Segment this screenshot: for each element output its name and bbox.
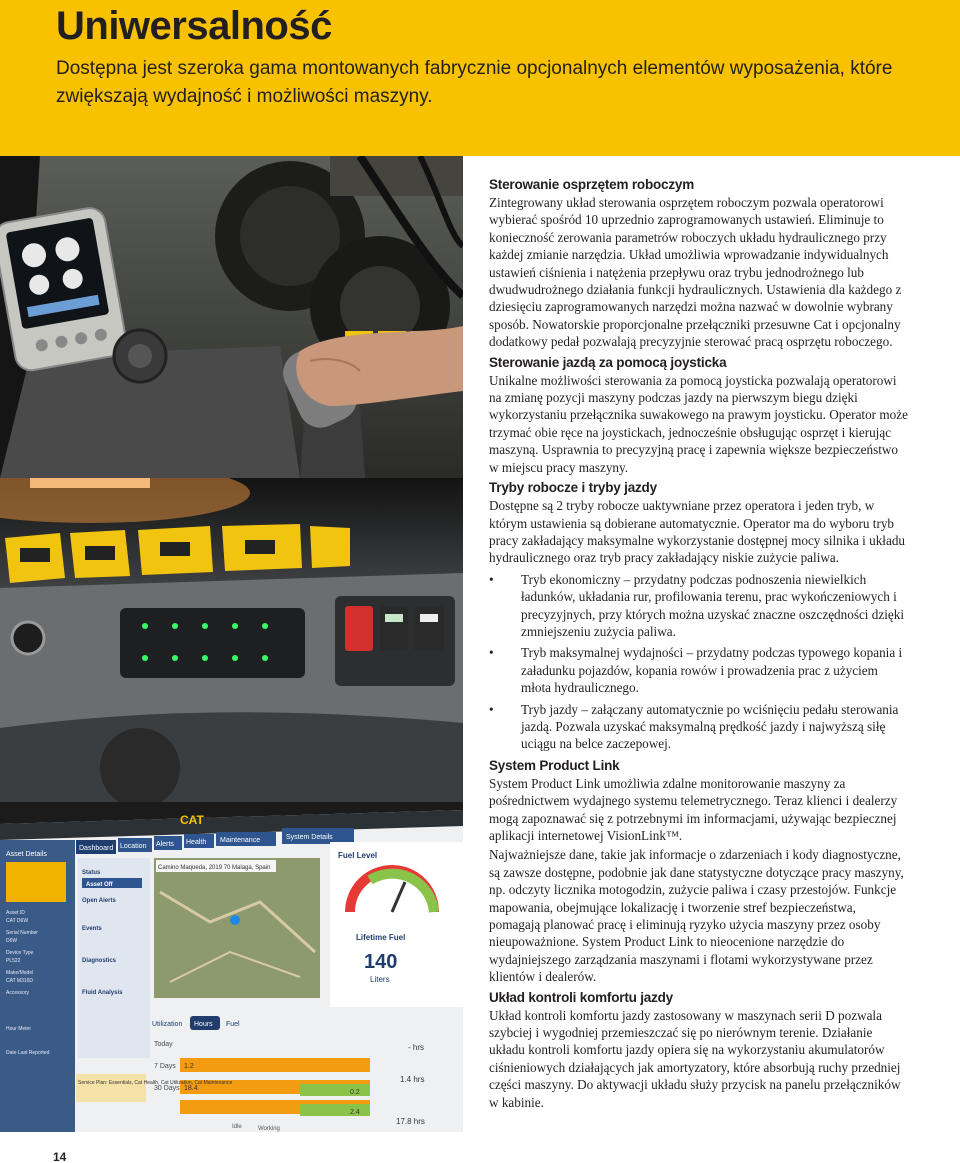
sidebar-label: Device Type [6, 950, 34, 956]
status-heading: Status [82, 870, 101, 876]
section-paragraph: Dostępne są 2 tryby robocze uaktywniane przez operatora i jeden tryb, w którym ustawienia są dobierane automatycznie. Operator ma do wyboru tryb pracy zakładający maksymalne wykorzystanie dostępnej mocy silnika i układu hydraulicznego oraz tryb pracy zakładający niskie zużycie paliwa. [489, 498, 906, 566]
bar-value: 18.4 [184, 1085, 198, 1092]
section-work-modes [489, 479, 909, 753]
lifetime-fuel-unit: Liters [370, 975, 390, 984]
section-heading: Tryby robocze i tryby jazdy [489, 480, 657, 496]
events-heading: Events [82, 926, 102, 932]
tab-location: Location [120, 843, 147, 850]
photo-column [0, 156, 463, 1132]
photo-switch-panel [0, 478, 463, 802]
bar-row-label: 30 Days [154, 1085, 180, 1092]
page-title: Uniwersalność [56, 4, 332, 48]
hrs-label: - hrs [408, 1043, 424, 1052]
bullet-icon: • [489, 701, 494, 717]
sidebar-label: CAT D6W [6, 918, 29, 924]
sidebar-label: Make/Model [6, 970, 34, 976]
bar-value: 0.2 [350, 1089, 360, 1096]
section-paragraph: Unikalne możliwości sterowania za pomocą joysticka pozwalają operatorowi na zmianę pozycji maszyny podczas jazdy na pierwszym biegu dzięki wykorzystaniu przełącznika suwakowego na prawym joysticku. Operator może trzymać obie ręce na joystickach, jednocześnie obsługując osprzęt i kierując maszyną. Usprawnia to precyzyjną pracę i zapewnia większe bezpieczeństwo w miejscu pracy maszyny. [489, 372, 908, 475]
sidebar-label: Asset ID [6, 910, 25, 916]
sidebar-label: D6W [6, 938, 18, 944]
fuel-button: Fuel [226, 1021, 240, 1028]
list-item-text: Tryb ekonomiczny – przydatny podczas podnoszenia niewielkich ładunków, układania rur, profilowania terenu, prac wykończeniowych i precyzyjnych, przy których można uzyskać znaczne oszczędności dzięki zmniejszeniu zużycia paliwa. [521, 571, 904, 639]
body-text-column [489, 176, 909, 1114]
mode-list [489, 571, 909, 753]
photo-product-link-screen [0, 802, 463, 1132]
section-paragraph: Najważniejsze dane, takie jak informacje o zdarzeniach i kody diagnostyczne, są zawsze dostępne, podobnie jak dane statystyczne dotyczące pracy maszyny, np. odczyty licznika motogodzin, zużycie paliwa i czasy przestojów. Funkcje mapowania, obejmujące lokalizację i tworzenie stref bezpieczeństwa, pomagają planować pracę i eliminują ryzyko użycia maszyny przez osoby nieupoważnione. System Product Link to nieocenione narzędzie do wydajniejszego zarządzania maszynami i flotami wykorzystywane przez klientów i dealerów. [489, 847, 904, 985]
tab-alerts: Alerts [156, 841, 174, 848]
list-item [489, 571, 909, 641]
hrs-label: 1.4 hrs [400, 1075, 425, 1084]
bullet-icon: • [489, 645, 494, 661]
panel-title: Asset Details [6, 851, 47, 858]
section-product-link [489, 757, 909, 986]
service-plan: Service Plan: Essentials, Cat Health, Cat Utilization, Cat Maintenance [78, 1080, 233, 1086]
bar-row-label: Today [154, 1041, 173, 1048]
tab-dashboard: Dashboard [79, 845, 114, 852]
fluid-analysis-heading: Fluid Analysis [82, 990, 123, 996]
page-subtitle: Dostępna jest szeroka gama montowanych fabrycznie opcjonalnych elementów wyposażenia, które zwiększają wydajność i możliwości maszyny. [56, 58, 893, 107]
hrs-label: 17.8 hrs [396, 1117, 425, 1126]
sidebar-label: Date Last Reported [6, 1050, 50, 1056]
section-ride-control [489, 989, 909, 1111]
section-paragraph: System Product Link umożliwia zdalne monitorowanie maszyny za pośrednictwem wydajnego systemu telemetrycznego. Teraz klienci i dealerzy mogą zapoznawać się z potrzebnymi im informacjami, używając bezpiecznej aplikacji internetowej VisionLink™. [489, 775, 898, 843]
lifetime-fuel-label: Lifetime Fuel [356, 933, 406, 942]
section-heading: Sterowanie jazdą za pomocą joysticka [489, 354, 727, 370]
sidebar-label: Accessory [6, 990, 30, 996]
bottom-label: Working [258, 1126, 280, 1132]
section-joystick-steering [489, 354, 909, 476]
sidebar-label: Serial Number [6, 930, 38, 936]
utilization-label: Utilization [152, 1021, 183, 1028]
bar-row-label: 7 Days [154, 1063, 176, 1070]
section-paragraph: Układ kontroli komfortu jazdy zastosowany w maszynach serii D pozwala szybciej i wygodniej przemieszczać się po nierównym terenie. Działanie układu kontroli komfortu jazdy opiera się na wykorzystaniu akumulatorów ciśnieniowych działających jak amortyzatory, które absorbują ruchy przedniej części maszyny. Do aktywacji układu służy przycisk na panelu przełączników w kabinie. [489, 1007, 901, 1110]
page-number: 14 [53, 1150, 67, 1163]
section-work-tool-control [489, 176, 909, 351]
status-value: Asset Off [86, 882, 113, 888]
bullet-icon: • [489, 571, 494, 587]
section-paragraph: Zintegrowany układ sterowania osprzętem roboczym pozwala operatorowi wybierać spośród 10 uprzednio zaprogramowanych ustawień. Eliminuje to konieczność zerowania parametrów roboczych układu hydraulicznego przy każdej zmianie narzędzia. Układ umożliwia wprowadzanie indywidualnych ustawień ciśnienia i natężenia przepływu oraz trybu jednodrożnego lub dwudwudrożnego działania funkcji hydraulicznych. Ustawienia dla każdego z dziesięciu zaprogramowanych narzędzi można nazwać w dowolnie wybrany sposób. Nowatorskie proporcjonalne przełączniki przesuwne Cat i opcjonalny dodatkowy pedał pozwalają precyzyjnie sterować pracą osprzętu roboczego. [489, 195, 902, 350]
list-item [489, 701, 909, 753]
fuel-level-label: Fuel Level [338, 851, 378, 860]
map-address: Camino Maqueda, 2019 70 Malaga, Spain [158, 865, 271, 871]
list-item [489, 644, 909, 696]
hours-button: Hours [194, 1021, 213, 1028]
sidebar-label: Hour Meter [6, 1026, 32, 1032]
list-item-text: Tryb maksymalnej wydajności – przydatny podczas typowego kopania i załadunku pojazdów, kopania rowów i prowadzenia prac z użyciem młota hydraulicznego. [521, 645, 903, 696]
section-heading: Układ kontroli komfortu jazdy [489, 989, 673, 1005]
tab-maintenance: Maintenance [220, 837, 261, 844]
header-band [0, 0, 960, 156]
sidebar-label: CAT M316D [6, 978, 34, 984]
bar-value: 2.4 [350, 1109, 360, 1116]
bar-value: 1.2 [184, 1063, 194, 1070]
bottom-label: Idle [232, 1124, 242, 1130]
diagnostics-heading: Diagnostics [82, 958, 117, 964]
cat-logo: CAT [180, 813, 204, 827]
section-heading: Sterowanie osprzętem roboczym [489, 177, 695, 192]
list-item-text: Tryb jazdy – załączany automatycznie po wciśnięciu pedału sterowania jazdą. Pozwala uzyskać maksymalną prędkość jazdy i najwyższą siłę uciągu na belce zaczepowej. [521, 701, 899, 752]
sidebar-label: PL522 [6, 958, 21, 964]
section-heading: System Product Link [489, 757, 620, 773]
tab-system-details: System Details [286, 834, 333, 841]
photo-joystick-monitor [0, 156, 463, 478]
tab-health: Health [186, 839, 207, 846]
open-alerts-heading: Open Alerts [82, 898, 116, 904]
lifetime-fuel-value: 140 [364, 951, 398, 973]
